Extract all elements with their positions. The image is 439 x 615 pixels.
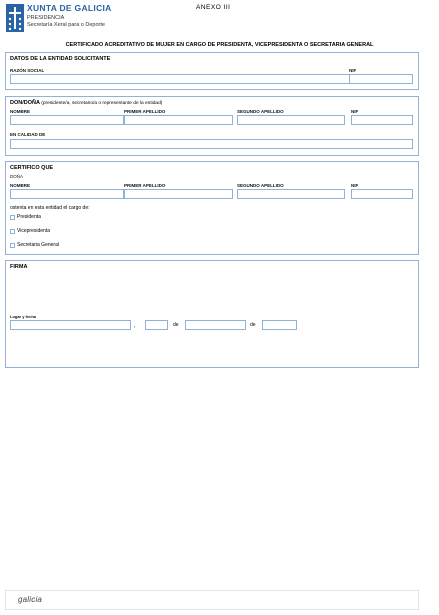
primer-apellido-field[interactable] [124,189,233,199]
razon-social-label: RAZÓN SOCIAL [10,68,45,73]
comma-separator: , [134,323,136,329]
checkbox-secretaria-general[interactable] [10,243,15,248]
day-field[interactable] [145,320,168,330]
section-title: DATOS DE LA ENTIDAD SOLICITANTE [10,56,111,62]
org-department [27,15,105,29]
checkbox-presidenta[interactable] [10,215,15,220]
nif-label: NIF [351,183,359,188]
subdept-label: Secretaría Xeral para o Deporte [27,22,105,28]
section-title [10,100,162,106]
primer-apellido-label: PRIMER APELLIDO [124,109,166,114]
dona-label: DOÑA [10,174,24,179]
section-title: CERTIFICO QUE [10,165,54,171]
razon-social-field[interactable] [10,74,350,84]
nombre-field[interactable] [10,115,124,125]
section-entidad-solicitante [5,52,419,90]
section-title-text: DON/DOÑA [10,100,40,106]
nombre-label: NOMBRE [10,183,30,188]
document-title: CERTIFICADO ACREDITATIVO DE MUJER EN CARGO DE PRESIDENTA, VICEPRESIDENTA O SECRETARIA GENERAL [65,42,374,48]
nif-field[interactable] [351,189,413,199]
dept-label: PRESIDENCIA [27,15,65,21]
lugar-field[interactable] [10,320,131,330]
nif-label: NIF [349,68,357,73]
ostenta-label: ostenta en esta entidad el cargo de: [10,205,90,211]
presidenta-label: Presidenta [17,214,41,220]
footer [5,590,419,610]
de-separator-1: de [173,322,179,328]
section-title-note: (presidente/a, secretario/a o representante de la entidad) [41,101,163,106]
nombre-label: NOMBRE [10,109,30,114]
secretaria-general-label: Secretaria General [17,242,59,248]
section-don-dona [5,96,419,156]
de-separator-2: de [250,322,256,328]
segundo-apellido-field[interactable] [237,115,345,125]
section-certifico-que [5,161,419,255]
section-title: FIRMA [10,264,28,270]
en-calidad-field[interactable] [10,139,413,149]
en-calidad-label: EN CALIDAD DE [10,132,46,137]
segundo-apellido-label: SEGUNDO APELLIDO [237,183,284,188]
galicia-brand: galicia [18,595,43,604]
month-field[interactable] [185,320,246,330]
nif-field[interactable] [351,115,413,125]
nombre-field[interactable] [10,189,124,199]
segundo-apellido-field[interactable] [237,189,345,199]
year-field[interactable] [262,320,297,330]
xunta-logo [6,4,24,32]
section-firma [5,260,419,368]
segundo-apellido-label: SEGUNDO APELLIDO [237,109,284,114]
lugar-fecha-label: Lugar y fecha [10,314,37,319]
annex-label: ANEXO III [196,4,231,11]
vicepresidenta-label: Vicepresidenta [17,228,50,234]
primer-apellido-label: PRIMER APELLIDO [124,183,166,188]
org-name: XUNTA DE GALICIA [27,3,112,13]
nif-label: NIF [351,109,359,114]
primer-apellido-field[interactable] [124,115,233,125]
nif-field[interactable] [349,74,413,84]
checkbox-vicepresidenta[interactable] [10,229,15,234]
